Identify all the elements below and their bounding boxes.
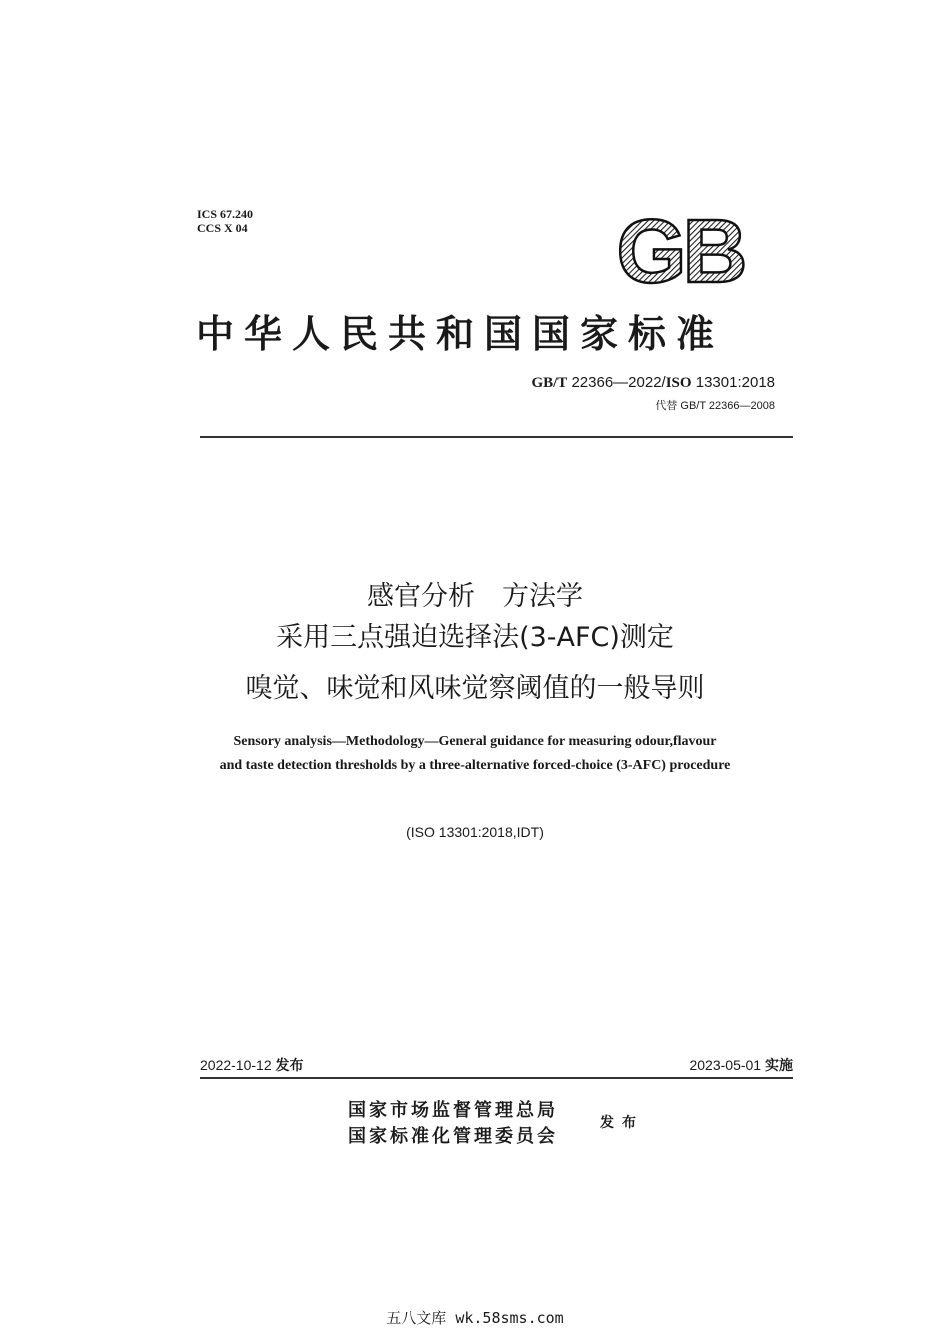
- organization-title: 中华人民共和国国家标准: [196, 311, 725, 356]
- implementation-date-label: 实施: [765, 1058, 793, 1074]
- footer-divider: [200, 1077, 793, 1079]
- publishers: [348, 1098, 558, 1150]
- publish-action: 发布: [600, 1115, 644, 1131]
- publisher-sac: 国家标准化管理委员会: [348, 1126, 558, 1147]
- title-cn-line3: 嗅觉、味觉和风味觉察阈值的一般导则: [245, 673, 705, 704]
- iso-equivalence: (ISO 13301:2018,IDT): [406, 824, 544, 840]
- implementation-date-value: 2023-05-01: [689, 1057, 762, 1073]
- standard-number-prefix: GB/T: [531, 375, 568, 391]
- classification-codes: [197, 207, 253, 235]
- title-en-line2: and taste detection thresholds by a three-alternative forced-choice (3-AFC) procedure: [219, 758, 731, 773]
- publisher-samr: 国家市场监督管理总局: [348, 1100, 558, 1121]
- gb-logo-text: GB: [616, 212, 744, 290]
- ccs-code: CCS X 04: [197, 221, 248, 235]
- implementation-date: [689, 1056, 793, 1075]
- standard-number-value: 22366—2022/: [571, 374, 666, 391]
- iso-prefix: ISO: [665, 375, 692, 391]
- title-cn-line2: 采用三点强迫选择法(3-AFC)测定: [276, 622, 674, 653]
- iso-number: 13301:2018: [695, 374, 775, 391]
- watermark: 五八文库 wk.58sms.com: [386, 1309, 564, 1327]
- issue-date-value: 2022-10-12: [200, 1057, 272, 1073]
- title-en-line1: Sensory analysis—Methodology—General guidance for measuring odour,flavour: [233, 734, 717, 749]
- replaces-standard: 代替 GB/T 22366—2008: [655, 400, 775, 412]
- ics-code: ICS 67.240: [197, 207, 254, 221]
- standard-number: [531, 374, 775, 392]
- issue-date: [200, 1056, 304, 1075]
- issue-date-label: 发布: [275, 1058, 304, 1074]
- gb-logo: [605, 212, 755, 290]
- header-divider: [200, 436, 793, 438]
- title-cn-line1: 感官分析 方法学: [367, 581, 583, 612]
